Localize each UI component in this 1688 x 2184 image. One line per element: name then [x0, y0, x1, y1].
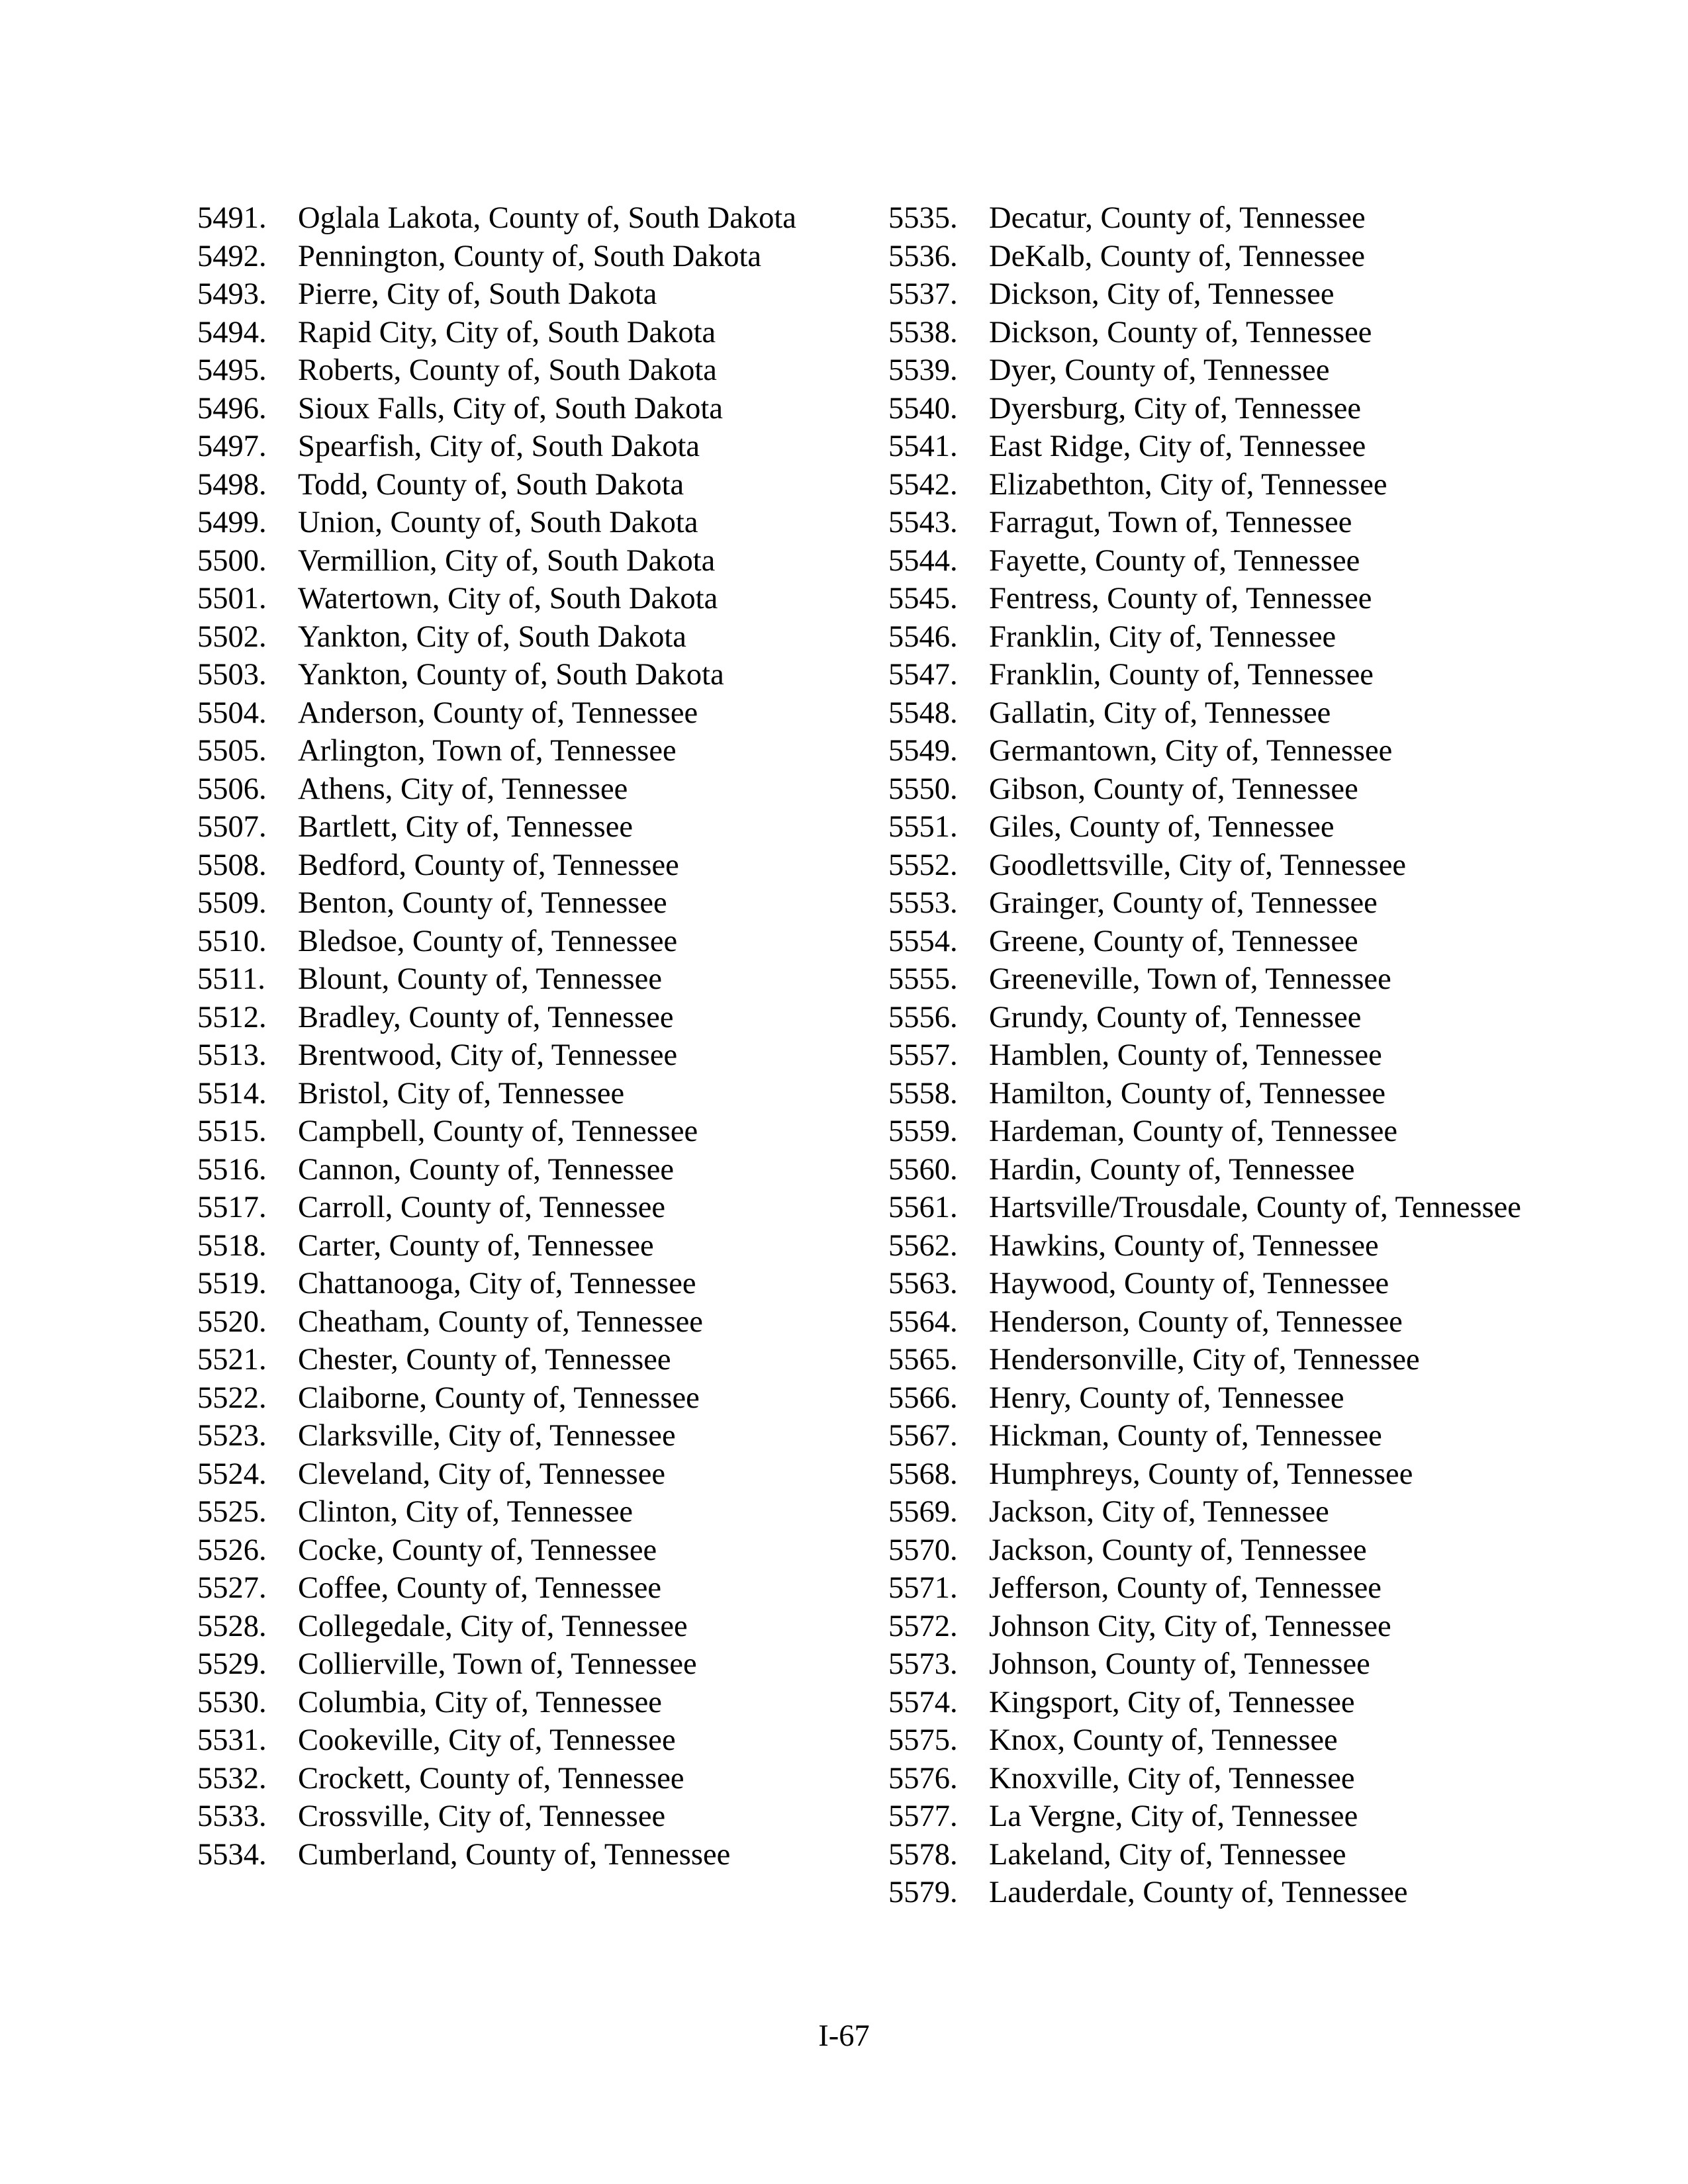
entry-number: 5521. [197, 1343, 267, 1377]
entry-number: 5495. [197, 353, 267, 387]
entry-number: 5517. [197, 1191, 267, 1224]
entry-number: 5536. [888, 239, 958, 273]
entry-name: Lauderdale, County of, Tennessee [989, 1876, 1408, 1909]
entry-name: Yankton, City of, South Dakota [298, 619, 686, 654]
entry-name: Hardin, County of, Tennessee [989, 1152, 1355, 1187]
entry-number: 5512. [197, 1000, 267, 1034]
list-item [888, 694, 1524, 733]
entry-number: 5525. [197, 1495, 267, 1529]
entry-number: 5524. [197, 1457, 267, 1491]
list-item [197, 1684, 833, 1722]
entry-name: Pennington, County of, South Dakota [298, 239, 762, 273]
list-item [197, 1075, 833, 1113]
list-item [197, 884, 833, 923]
list-item [197, 1645, 833, 1684]
list-item [888, 1227, 1524, 1265]
list-item [197, 1760, 833, 1798]
list-item [197, 1113, 833, 1151]
entry-number: 5498. [197, 467, 267, 502]
entry-name: Clarksville, City of, Tennessee [298, 1419, 676, 1453]
entry-number: 5506. [197, 772, 267, 806]
list-item [888, 1303, 1524, 1342]
entry-number: 5566. [888, 1381, 958, 1415]
list-item [888, 580, 1524, 618]
list-item [197, 1417, 833, 1455]
list-item [888, 1684, 1524, 1722]
entry-name: Greeneville, Town of, Tennessee [989, 962, 1391, 996]
entry-number: 5500. [197, 543, 267, 578]
list-item [197, 1531, 833, 1570]
list-item [197, 1151, 833, 1189]
entry-number: 5557. [888, 1038, 958, 1072]
entry-name: Chattanooga, City of, Tennessee [298, 1267, 696, 1300]
entry-name: Cleveland, City of, Tennessee [298, 1457, 666, 1491]
entry-number: 5507. [197, 810, 267, 844]
list-item [888, 732, 1524, 770]
list-item [888, 504, 1524, 542]
list-item [197, 1569, 833, 1608]
list-item [888, 466, 1524, 504]
list-item [197, 999, 833, 1037]
entry-name: Johnson City, City of, Tennessee [989, 1609, 1391, 1643]
entry-name: Vermillion, City of, South Dakota [298, 543, 716, 578]
list-item [197, 314, 833, 352]
list-item [888, 542, 1524, 580]
entry-name: Hawkins, County of, Tennessee [989, 1228, 1379, 1263]
list-item [888, 238, 1524, 276]
entry-number: 5530. [197, 1685, 267, 1719]
entry-number: 5532. [197, 1761, 267, 1796]
entry-name: Pierre, City of, South Dakota [298, 277, 657, 311]
entry-number: 5553. [888, 886, 958, 920]
list-item [888, 618, 1524, 657]
entry-number: 5494. [197, 315, 267, 349]
entry-number: 5543. [888, 506, 958, 539]
entry-number: 5504. [197, 696, 267, 730]
entry-name: La Vergne, City of, Tennessee [989, 1799, 1358, 1833]
list-item [888, 1797, 1524, 1836]
entry-name: Johnson, County of, Tennessee [989, 1647, 1370, 1681]
list-item [888, 1836, 1524, 1874]
entry-number: 5535. [888, 201, 958, 235]
entry-number: 5547. [888, 658, 958, 692]
entry-name: Gallatin, City of, Tennessee [989, 696, 1331, 730]
entry-name: Henry, County of, Tennessee [989, 1381, 1344, 1415]
page-number: I-67 [818, 2019, 870, 2053]
entry-name: Fayette, County of, Tennessee [989, 543, 1360, 578]
entry-name: Carter, County of, Tennessee [298, 1228, 654, 1263]
list-item [197, 466, 833, 504]
entry-number: 5538. [888, 315, 958, 349]
entry-number: 5560. [888, 1152, 958, 1187]
entry-name: Dyer, County of, Tennessee [989, 353, 1330, 387]
entry-number: 5514. [197, 1076, 267, 1111]
entry-name: Roberts, County of, South Dakota [298, 353, 717, 387]
entry-number: 5499. [197, 506, 267, 539]
entry-number: 5575. [888, 1723, 958, 1757]
entry-number: 5505. [197, 734, 267, 768]
list-item [197, 238, 833, 276]
list-item [197, 390, 833, 428]
list-item [197, 580, 833, 618]
list-item [197, 960, 833, 999]
list-item [888, 1721, 1524, 1760]
entry-number: 5555. [888, 962, 958, 996]
list-item [197, 504, 833, 542]
entry-number: 5491. [197, 201, 267, 235]
entry-name: Union, County of, South Dakota [298, 506, 698, 539]
entry-number: 5502. [197, 619, 267, 654]
entry-number: 5527. [197, 1571, 267, 1605]
entry-name: Columbia, City of, Tennessee [298, 1685, 662, 1719]
entry-name: Goodlettsville, City of, Tennessee [989, 848, 1406, 882]
entry-name: Collegedale, City of, Tennessee [298, 1609, 688, 1643]
list-item [197, 1227, 833, 1265]
entry-number: 5529. [197, 1647, 267, 1681]
entry-number: 5523. [197, 1419, 267, 1453]
entry-name: Clinton, City of, Tennessee [298, 1495, 633, 1529]
entry-name: Haywood, County of, Tennessee [989, 1267, 1389, 1300]
list-item [197, 1721, 833, 1760]
list-item [888, 808, 1524, 846]
entry-number: 5503. [197, 658, 267, 692]
entry-name: Grundy, County of, Tennessee [989, 1000, 1362, 1034]
entry-number: 5568. [888, 1457, 958, 1491]
list-item [888, 275, 1524, 314]
entry-name: Dickson, County of, Tennessee [989, 315, 1372, 349]
list-item [197, 808, 833, 846]
list-item [888, 1531, 1524, 1570]
right-column [888, 199, 1524, 1912]
entry-number: 5564. [888, 1304, 958, 1339]
entry-number: 5501. [197, 582, 267, 615]
list-item [888, 1341, 1524, 1379]
entry-name: East Ridge, City of, Tennessee [989, 430, 1366, 463]
entry-number: 5554. [888, 924, 958, 958]
entry-name: Hendersonville, City of, Tennessee [989, 1343, 1420, 1377]
list-item [888, 314, 1524, 352]
entry-name: Giles, County of, Tennessee [989, 810, 1335, 844]
entry-number: 5549. [888, 734, 958, 768]
entry-name: Greene, County of, Tennessee [989, 924, 1358, 958]
entry-name: Humphreys, County of, Tennessee [989, 1457, 1413, 1491]
entry-name: Bledsoe, County of, Tennessee [298, 924, 678, 958]
entry-number: 5578. [888, 1837, 958, 1872]
entry-number: 5534. [197, 1837, 267, 1872]
entry-name: Oglala Lakota, County of, South Dakota [298, 201, 796, 235]
list-item [197, 542, 833, 580]
entry-name: Hamblen, County of, Tennessee [989, 1038, 1382, 1072]
list-item [888, 1874, 1524, 1912]
entry-name: Knox, County of, Tennessee [989, 1723, 1338, 1757]
list-item [197, 770, 833, 809]
list-item [888, 884, 1524, 923]
entry-number: 5551. [888, 810, 958, 844]
entry-number: 5539. [888, 353, 958, 387]
list-item [888, 1379, 1524, 1418]
list-item [888, 428, 1524, 466]
entry-name: Grainger, County of, Tennessee [989, 886, 1378, 920]
entry-number: 5558. [888, 1076, 958, 1111]
list-item [888, 1075, 1524, 1113]
entry-number: 5526. [197, 1533, 267, 1567]
entry-name: Crockett, County of, Tennessee [298, 1761, 684, 1796]
entry-number: 5574. [888, 1685, 958, 1719]
entry-number: 5519. [197, 1267, 267, 1300]
entry-name: Athens, City of, Tennessee [298, 772, 628, 806]
list-item [888, 1189, 1524, 1227]
entry-name: Watertown, City of, South Dakota [298, 582, 718, 615]
entry-name: Franklin, City of, Tennessee [989, 619, 1336, 654]
list-item [888, 770, 1524, 809]
entry-number: 5572. [888, 1609, 958, 1643]
entry-number: 5513. [197, 1038, 267, 1072]
list-item [888, 1113, 1524, 1151]
entry-number: 5496. [197, 391, 267, 426]
entry-name: Todd, County of, South Dakota [298, 467, 684, 502]
entry-number: 5516. [197, 1152, 267, 1187]
entry-number: 5570. [888, 1533, 958, 1567]
entry-name: Cheatham, County of, Tennessee [298, 1304, 703, 1339]
entry-number: 5511. [197, 962, 265, 996]
entry-number: 5542. [888, 467, 958, 502]
entry-number: 5541. [888, 430, 958, 463]
entry-number: 5579. [888, 1876, 958, 1909]
entry-name: Kingsport, City of, Tennessee [989, 1685, 1355, 1719]
entry-number: 5520. [197, 1304, 267, 1339]
entry-number: 5544. [888, 543, 958, 578]
list-item [888, 351, 1524, 390]
entry-number: 5492. [197, 239, 267, 273]
entry-name: Cumberland, County of, Tennessee [298, 1837, 731, 1872]
entry-name: Hamilton, County of, Tennessee [989, 1076, 1386, 1111]
entry-name: Bedford, County of, Tennessee [298, 848, 679, 882]
entry-name: Benton, County of, Tennessee [298, 886, 667, 920]
entry-number: 5550. [888, 772, 958, 806]
entry-number: 5571. [888, 1571, 958, 1605]
list-item [197, 618, 833, 657]
entry-name: DeKalb, County of, Tennessee [989, 239, 1365, 273]
list-item [197, 428, 833, 466]
entry-number: 5576. [888, 1761, 958, 1796]
entry-name: Cannon, County of, Tennessee [298, 1152, 675, 1187]
entry-number: 5493. [197, 277, 267, 311]
entry-number: 5562. [888, 1228, 958, 1263]
list-item [888, 846, 1524, 885]
list-item [888, 1569, 1524, 1608]
entry-number: 5518. [197, 1228, 267, 1263]
list-item [888, 923, 1524, 961]
entry-name: Jackson, County of, Tennessee [989, 1533, 1367, 1567]
entry-number: 5552. [888, 848, 958, 882]
entry-name: Cocke, County of, Tennessee [298, 1533, 657, 1567]
entry-name: Dyersburg, City of, Tennessee [989, 391, 1361, 426]
entry-number: 5573. [888, 1647, 958, 1681]
list-item [197, 1265, 833, 1303]
entry-name: Knoxville, City of, Tennessee [989, 1761, 1355, 1796]
entry-name: Spearfish, City of, South Dakota [298, 430, 700, 463]
list-item [888, 1760, 1524, 1798]
entry-name: Germantown, City of, Tennessee [989, 734, 1393, 768]
entry-number: 5533. [197, 1799, 267, 1833]
entry-number: 5559. [888, 1115, 958, 1148]
list-item [197, 1379, 833, 1418]
entry-number: 5510. [197, 924, 267, 958]
entry-name: Bradley, County of, Tennessee [298, 1000, 674, 1034]
entry-name: Coffee, County of, Tennessee [298, 1571, 662, 1605]
entry-name: Elizabethton, City of, Tennessee [989, 467, 1387, 502]
entry-name: Rapid City, City of, South Dakota [298, 315, 716, 349]
entry-name: Henderson, County of, Tennessee [989, 1304, 1403, 1339]
list-item [197, 1797, 833, 1836]
list-item [197, 1608, 833, 1646]
entry-name: Claiborne, County of, Tennessee [298, 1381, 700, 1415]
list-item [197, 1303, 833, 1342]
entry-number: 5531. [197, 1723, 267, 1757]
entry-number: 5563. [888, 1267, 958, 1300]
entry-number: 5577. [888, 1799, 958, 1833]
entry-number: 5509. [197, 886, 267, 920]
entry-name: Hickman, County of, Tennessee [989, 1419, 1382, 1453]
list-item [888, 1036, 1524, 1075]
entry-number: 5561. [888, 1191, 958, 1224]
entry-name: Anderson, County of, Tennessee [298, 696, 698, 730]
entry-name: Fentress, County of, Tennessee [989, 582, 1372, 615]
list-item [197, 846, 833, 885]
list-item [888, 1645, 1524, 1684]
list-item [888, 999, 1524, 1037]
list-item [197, 1493, 833, 1531]
list-item [197, 1836, 833, 1874]
list-item [197, 732, 833, 770]
entry-number: 5548. [888, 696, 958, 730]
entry-name: Brentwood, City of, Tennessee [298, 1038, 678, 1072]
entry-name: Carroll, County of, Tennessee [298, 1191, 666, 1224]
entry-name: Franklin, County of, Tennessee [989, 658, 1374, 692]
left-column [197, 199, 833, 1874]
list-item [888, 1151, 1524, 1189]
entry-name: Hartsville/Trousdale, County of, Tennessee [989, 1191, 1521, 1224]
list-item [197, 199, 833, 238]
entry-name: Jefferson, County of, Tennessee [989, 1571, 1382, 1605]
entry-name: Farragut, Town of, Tennessee [989, 506, 1352, 539]
list-item [888, 1417, 1524, 1455]
list-item [888, 1608, 1524, 1646]
entry-name: Blount, County of, Tennessee [298, 962, 662, 996]
entry-name: Campbell, County of, Tennessee [298, 1115, 698, 1148]
list-item [888, 1455, 1524, 1494]
list-item [888, 1493, 1524, 1531]
entry-number: 5522. [197, 1381, 267, 1415]
list-item [888, 960, 1524, 999]
entry-number: 5545. [888, 582, 958, 615]
entry-number: 5546. [888, 619, 958, 654]
list-item [197, 275, 833, 314]
entry-name: Decatur, County of, Tennessee [989, 201, 1366, 235]
entry-name: Cookeville, City of, Tennessee [298, 1723, 676, 1757]
entry-name: Crossville, City of, Tennessee [298, 1799, 666, 1833]
entry-number: 5508. [197, 848, 267, 882]
entry-number: 5528. [197, 1609, 267, 1643]
list-item [197, 351, 833, 390]
entry-name: Gibson, County of, Tennessee [989, 772, 1358, 806]
entry-number: 5569. [888, 1495, 958, 1529]
entry-name: Collierville, Town of, Tennessee [298, 1647, 697, 1681]
entry-name: Dickson, City of, Tennessee [989, 277, 1335, 311]
entry-number: 5540. [888, 391, 958, 426]
list-item [888, 390, 1524, 428]
entry-number: 5565. [888, 1343, 958, 1377]
entry-name: Hardeman, County of, Tennessee [989, 1115, 1398, 1148]
entry-name: Jackson, City of, Tennessee [989, 1495, 1329, 1529]
entry-name: Bartlett, City of, Tennessee [298, 810, 633, 844]
list-item [197, 1341, 833, 1379]
entry-name: Bristol, City of, Tennessee [298, 1076, 625, 1111]
entry-name: Yankton, County of, South Dakota [298, 658, 724, 692]
entry-number: 5556. [888, 1000, 958, 1034]
entry-name: Chester, County of, Tennessee [298, 1343, 671, 1377]
entry-number: 5567. [888, 1419, 958, 1453]
list-item [888, 656, 1524, 694]
list-item [197, 1189, 833, 1227]
list-item [197, 1036, 833, 1075]
list-item [197, 1455, 833, 1494]
list-item [197, 694, 833, 733]
entry-name: Lakeland, City of, Tennessee [989, 1837, 1346, 1872]
list-item [888, 199, 1524, 238]
entry-name: Sioux Falls, City of, South Dakota [298, 391, 723, 426]
entry-number: 5515. [197, 1115, 267, 1148]
entry-name: Arlington, Town of, Tennessee [298, 734, 677, 768]
entry-number: 5497. [197, 430, 267, 463]
list-item [197, 656, 833, 694]
list-item [197, 923, 833, 961]
entry-number: 5537. [888, 277, 958, 311]
list-item [888, 1265, 1524, 1303]
